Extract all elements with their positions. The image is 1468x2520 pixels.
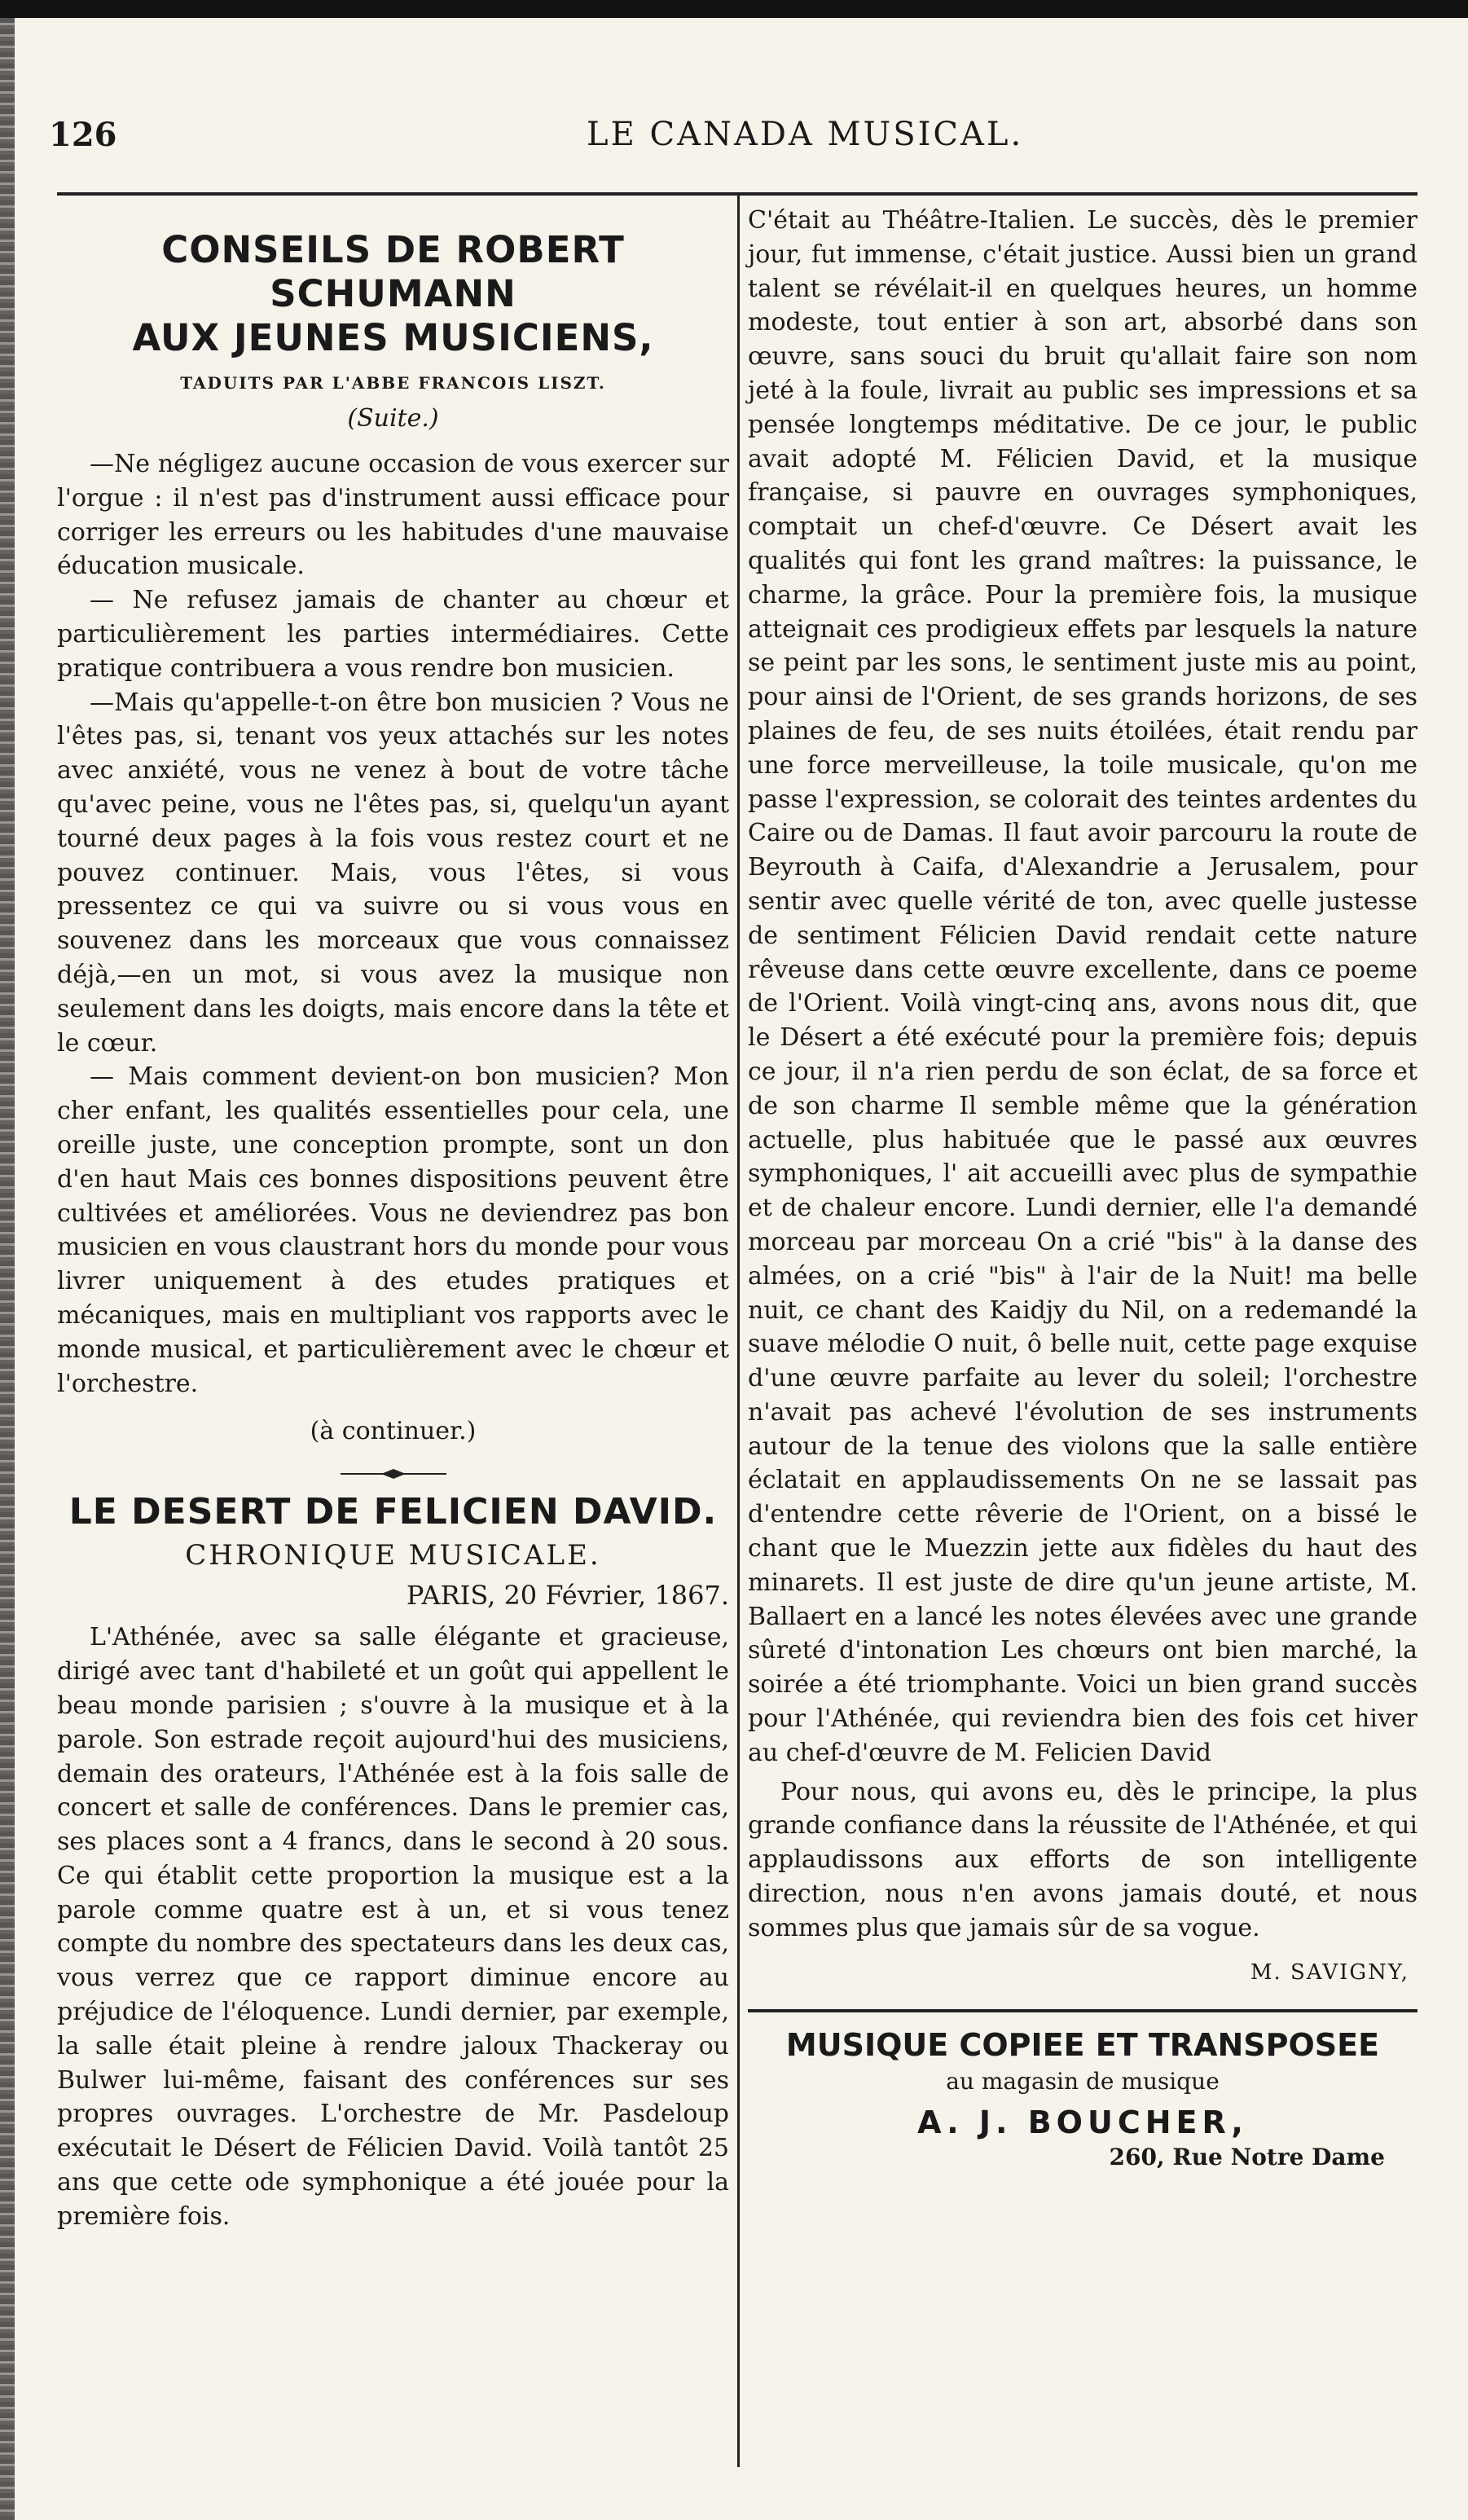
top-scan-bar: [0, 0, 1468, 18]
advert-address: 260, Rue Notre Dame: [1109, 2143, 1385, 2170]
section-title: LE DESERT DE FELICIEN DAVID.: [68, 1491, 718, 1533]
section-subtitle: CHRONIQUE MUSICALE.: [185, 1539, 601, 1572]
paragraph: —Ne négligez aucune occasion de vous exercer sur l'orgue : il n'est pas d'instrument aussi efficace pour corriger les erreurs ou les habitudes d'une mauvaise éducation musicale.: [57, 450, 729, 581]
ornament-rule-icon: [341, 1468, 446, 1480]
binding-edge: [0, 18, 15, 2520]
advert-line: au magasin de musique: [946, 2067, 1220, 2095]
paragraph: —Mais qu'appelle-t-on être bon musicien ? Vous ne l'êtes pas, si, tenant vos yeux attachés sur les notes avec anxiété, vous ne venez à bout de votre tâche qu'avec peine, vous ne l'êtes pas, si, quelqu'un ayant tourné deux pages à la fois vous restez court et ne pouvez continuer. Mais, vous l'êtes, si vous pressentez ce qui va suivre ou si vous vous en souvenez dans les morceaux que vous connaissez déjà,—en un mot, si vous avez la musique non seulement dans les doigts, mais encore dans la tête et le cœur.: [57, 688, 729, 1058]
paragraph: — Mais comment devient-on bon musicien? Mon cher enfant, les qualités essentielles pour cela, une oreille juste, une conception prompte, sont un don d'en haut Mais ces bonnes dispositions peuvent être cultivées et améliorées. Vous ne deviendrez pas bon musicien en vous claustrant hors du monde pour vous livrer uniquement à des etudes pratiques et mécaniques, mais en multipliant vos rapports avec le monde musical, et particulièrement avec le chœur et l'orchestre.: [57, 1062, 729, 1398]
paragraph: L'Athénée, avec sa salle élégante et gracieuse, dirigé avec tant d'habileté et un goût qui appellent le beau monde parisien ; s'ouvre à la musique et à la parole. Son estrade reçoit aujourd'hui des musiciens, demain des orateurs, l'Athénée est à la fois salle de concert et salle de conférences. Dans le premier cas, ses places sont a 4 francs, dans le second à 20 sous. Ce qui établit cette proportion la musique est a la parole comme quatre est à un, et si vous tenez compte du nombre des spectateurs dans les deux cas, vous verrez que ce rapport diminue encore au préjudice de l'éloquence. Lundi dernier, par exemple, la salle était pleine à rendre jaloux Thackeray ou Bulwer lui-même, faisant des conférences sur ses propres ouvrages. L'orchestre de Mr. Pasdeloup exécutait le Désert de Félicien David. Voilà tantôt 25 ans que cette ode symphonique a été jouée pour la première fois.: [57, 1623, 729, 2231]
paragraph: — Ne refusez jamais de chanter au chœur et particulièrement les parties intermédiaires. Cette pratique contribuera a vous rendre bon musicien.: [57, 586, 729, 683]
continue-label: (à continuer.): [310, 1417, 477, 1446]
right-column: [748, 204, 1417, 2170]
advert-name: A. J. BOUCHER,: [917, 2104, 1248, 2140]
suite-label: (Suite.): [347, 404, 439, 433]
advert-rule: [748, 2009, 1417, 2012]
left-column: [57, 204, 729, 2234]
signature: M. SAVIGNY,: [1250, 1959, 1409, 1985]
running-title: LE CANADA MUSICAL.: [587, 116, 1024, 153]
paragraph: Pour nous, qui avons eu, dès le principe, la plus grande confiance dans la réussite de l'Athénée, et qui applaudissons aux efforts de son intelligente direction, nous n'en avons jamais douté, et nous sommes plus que jamais sûr de sa vogue.: [748, 1777, 1417, 1942]
article-title-line2: AUX JEUNES MUSICIENS,: [132, 316, 654, 359]
article-title-line1: CONSEILS DE ROBERT SCHUMANN: [161, 228, 625, 315]
page-number: 126: [49, 116, 117, 154]
article-subtitle: TADUITS PAR L'ABBE FRANCOIS LISZT.: [180, 373, 606, 393]
page-header: [49, 104, 1426, 161]
dateline: PARIS, 20 Février, 1867.: [406, 1580, 729, 1612]
column-divider: [737, 194, 740, 2467]
advert-title: MUSIQUE COPIEE ET TRANSPOSEE: [785, 2026, 1380, 2063]
paragraph: C'était au Théâtre-Italien. Le succès, dès le premier jour, fut immense, c'était justice. Aussi bien un grand talent se révélait-il en quelques heures, un homme modeste, tout entier à son art, absorbé dans son œuvre, sans souci du bruit qu'allait faire son nom jeté à la foule, livrait au public ses impressions et sa pensée longtemps méditative. De ce jour, le public avait adopté M. Félicien David, et la musique française, si pauvre en ouvrages symphoniques, comptait un chef-d'œuvre. Ce Désert avait les qualités qui font les grand maîtres: la puissance, le charme, la grâce. Pour la première fois, la musique atteignait ces prodigieux effets par lesquels la nature se peint par les sons, le sentiment juste mis au point, pour ainsi de l'Orient, de ses grands horizons, de ses plaines de feu, de ses nuits étoilées, était rendu par une force merveilleuse, la toile musicale, qu'on me passe l'expression, se colorait des teintes ardentes du Caire ou de Damas. Il faut avoir parcouru la route de Beyrouth à Caifa, d'Alexandrie a Jerusalem, pour sentir avec quelle vérité de ton, avec quelle justesse de sentiment Félicien David rendait cette nature rêveuse dans cette œuvre excellente, dans ce poeme de l'Orient. Voilà vingt-cinq ans, avons nous dit, que le Désert a été exécuté pour la première fois; depuis ce jour, il n'a rien perdu de son éclat, de sa force et de son charme Il semble même que la génération actuelle, plus habituée que le passé aux œuvres symphoniques, l' ait accueilli avec plus de sympathie et de chaleur encore. Lundi dernier, elle l'a demandé morceau par morceau On a crié "bis" à la danse des almées, on a crié "bis" à l'air de la Nuit! ma belle nuit, ce chant des Kaidjy du Nil, on a redemandé la suave mélodie O nuit, ô belle nuit, cette page exquise d'une œuvre parfaite au lever du soleil; l'orchestre n'avait pas achevé l'évolution de ses instruments autour de la tenue des violons que la salle entière éclatait en applaudissements On ne se lassait pas d'entendre cette rêverie de l'Orient, on a bissé le chant que le Muezzin jette aux fidèles du haut des minarets. Il est juste de dire qu'un jeune artiste, M. Ballaert en a lancé les notes élevées avec une grande sûreté d'intonation Les chœurs ont bien marché, la soirée a été triomphante. Voici un bien grand succès pour l'Athénée, qui reviendra bien des fois cet hiver au chef-d'œuvre de M. Felicien David: [748, 206, 1417, 1767]
